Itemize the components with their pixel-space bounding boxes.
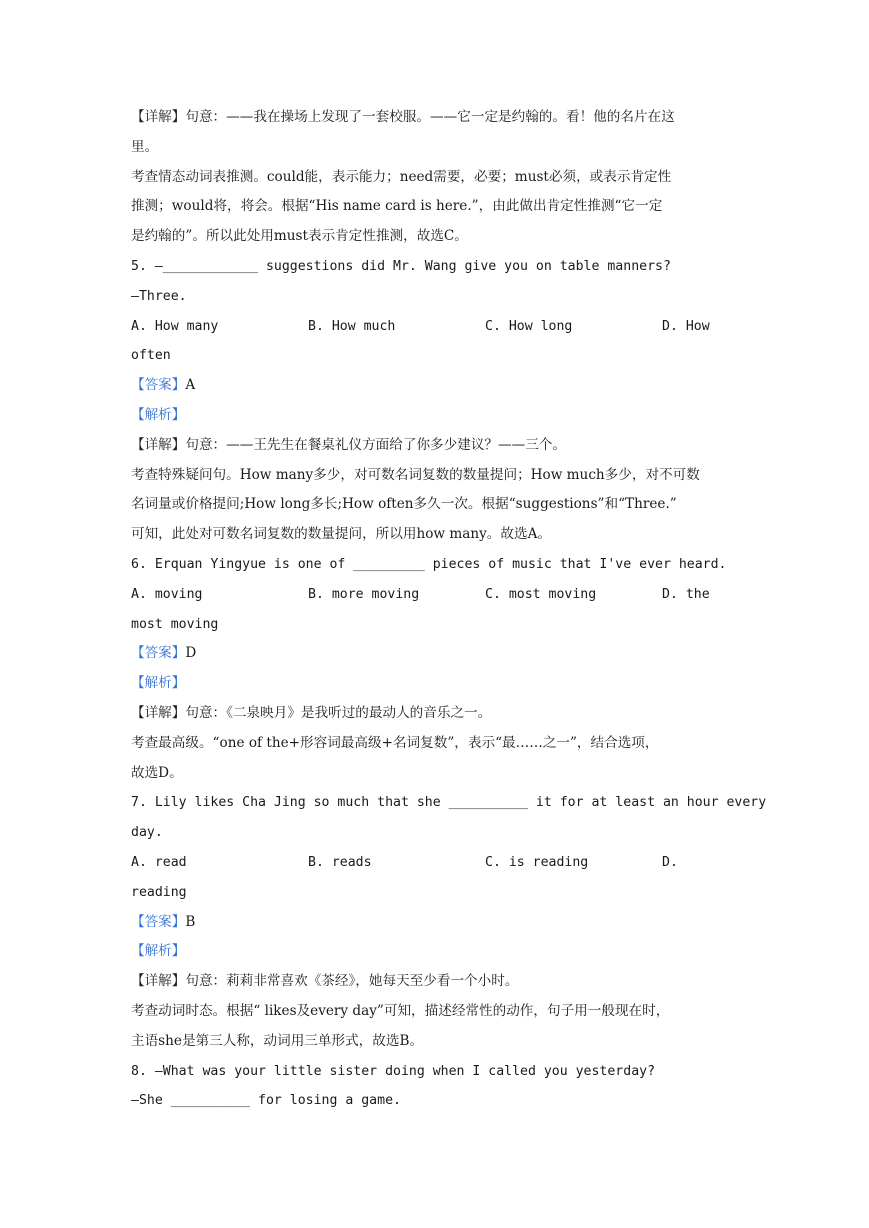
- q5-answer: [131, 371, 741, 401]
- q7-detail: 【详解】句意：莉莉非常喜欢《茶经》，她每天至少看一个小时。: [131, 973, 519, 990]
- q5-option-a: A. How many: [131, 318, 219, 334]
- q5-stem: 5. —____________ suggestions did Mr. Wang give you on table manners?: [131, 258, 671, 274]
- q4-analysis-line-2: 推测；would将，将会。根据“His name card is here.”，由此做出肯定性推测“它一定: [131, 198, 663, 215]
- q7-stem: 7. Lily likes Cha Jing so much that she __________ it for at least an hour every: [131, 795, 767, 811]
- q7-option-wrap: reading: [131, 884, 187, 900]
- q7-option-d: D.: [662, 854, 678, 870]
- q6-analysis-line-2: 故选D。: [131, 764, 183, 781]
- q7-option-c: C. is reading: [485, 854, 589, 870]
- q7-option-b: B. reads: [308, 854, 372, 870]
- q4-analysis-line-3: 是约翰的”。所以此处用must表示肯定性推测，故选C。: [131, 228, 468, 245]
- q4-analysis-line-1: 考查情态动词表推测。could能，表示能力；need需要，必要；must必须，或表示肯定性: [131, 168, 672, 185]
- q5-detail: 【详解】句意：——王先生在餐桌礼仪方面给了你多少建议？——三个。: [131, 436, 566, 453]
- q5-option-wrap: often: [131, 348, 171, 364]
- q8-reply: —She __________ for losing a game.: [131, 1093, 401, 1109]
- q5-analysis-line-2: 名词量或价格提问;How long多长;How often多久一次。根据“suggestions”和“Three.”: [131, 496, 677, 513]
- q6-analysis-line-1: 考查最高级。“one of the+形容词最高级+名词复数”，表示“最……之一”，结合选项，: [131, 734, 659, 751]
- answer-label: 【答案】: [131, 377, 186, 394]
- answer-value: B: [185, 913, 196, 930]
- q6-detail: 【详解】句意：《二泉映月》是我听过的最动人的音乐之一。: [131, 704, 492, 721]
- detail-label: 【详解】: [131, 109, 186, 125]
- q7-options: [131, 848, 741, 878]
- answer-value: D: [185, 645, 197, 662]
- q7-analysis-label: 【解析】: [131, 943, 186, 960]
- q6-option-a: A. moving: [131, 586, 203, 602]
- q5-option-b: B. How much: [308, 318, 396, 334]
- document-content: [131, 103, 767, 1116]
- q6-analysis-label: 【解析】: [131, 675, 186, 692]
- q5-analysis-line-3: 可知，此处对可数名词复数的数量提问，所以用how many。故选A。: [131, 526, 551, 543]
- q7-answer: [131, 908, 741, 938]
- q7-analysis-line-1: 考查动词时态。根据“ likes及every day”可知，描述经常性的动作，句子用一般现在时，: [131, 1002, 670, 1019]
- q4-detail-line-1: 【详解】句意：——我在操场上发现了一套校服。——它一定是约翰的。看！他的名片在这: [131, 109, 675, 125]
- q6-stem: 6. Erquan Yingyue is one of _________ pieces of music that I've ever heard.: [131, 556, 727, 572]
- q5-options: [131, 312, 741, 342]
- answer-value: A: [185, 377, 196, 394]
- q7-analysis-line-2: 主语she是第三人称，动词用三单形式，故选B。: [131, 1032, 424, 1049]
- q6-option-c: C. most moving: [485, 586, 597, 602]
- detail-label: 【详解】: [131, 436, 186, 453]
- detail-label: 【详解】: [131, 704, 186, 721]
- q5-analysis-line-1: 考查特殊疑问句。How many多少，对可数名词复数的数量提问；How much多少，对不可数: [131, 466, 700, 483]
- answer-label: 【答案】: [131, 913, 186, 930]
- q7-stem-wrap: day.: [131, 825, 163, 841]
- q6-answer: [131, 639, 741, 669]
- q5-analysis-label: 【解析】: [131, 406, 186, 423]
- q6-option-d: D. the: [662, 586, 710, 602]
- detail-label: 【详解】: [131, 973, 186, 990]
- q6-option-b: B. more moving: [308, 586, 420, 602]
- q7-option-a: A. read: [131, 854, 187, 870]
- q8-stem: 8. —What was your little sister doing when I called you yesterday?: [131, 1063, 656, 1079]
- q4-detail-line-2: 里。: [131, 138, 159, 155]
- q5-reply: —Three.: [131, 288, 187, 304]
- q5-option-d: D. How: [662, 318, 710, 334]
- q6-option-wrap: most moving: [131, 616, 219, 632]
- q5-option-c: C. How long: [485, 318, 573, 334]
- answer-label: 【答案】: [131, 645, 186, 662]
- q6-options: [131, 580, 741, 610]
